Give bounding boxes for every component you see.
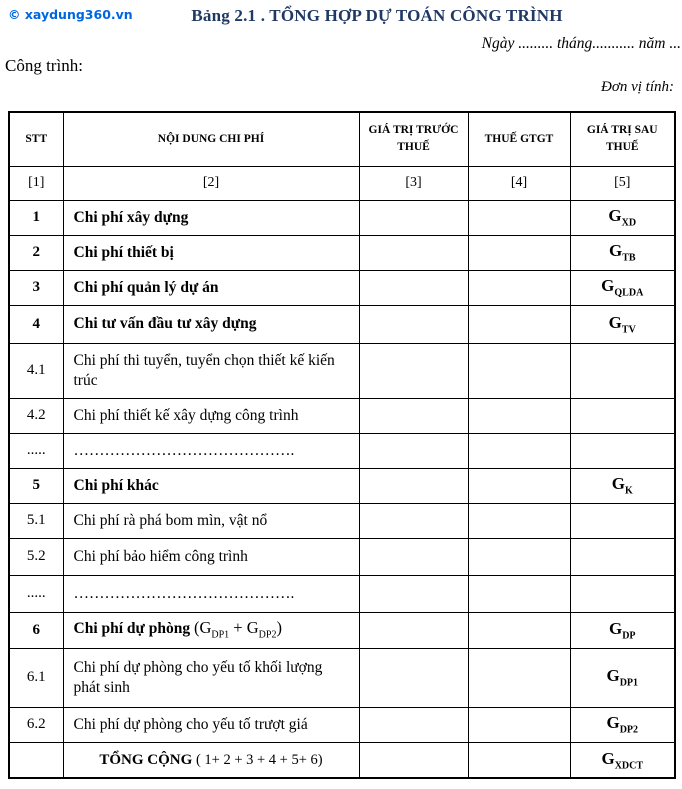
- header-value-before-tax: GIÁ TRỊ TRƯỚC THUẾ: [359, 112, 468, 166]
- table-row: [9, 468, 675, 503]
- value-after-tax-cell: $G_{TB}$: [570, 235, 675, 270]
- value-after-tax-cell: $G_{XDCT}$: [570, 742, 675, 778]
- value-after-tax-cell: $G_{DP}$: [570, 612, 675, 648]
- stt-cell: 4.1: [9, 343, 63, 398]
- value-after-tax-cell: $G_{XD}$: [570, 200, 675, 235]
- content-cell: Chi phí bảo hiểm công trình: [63, 538, 359, 575]
- value-before-tax-cell: [359, 538, 468, 575]
- table-header-row: [9, 112, 675, 166]
- header-stt: STT: [9, 112, 63, 166]
- value-before-tax-cell: [359, 707, 468, 742]
- content-cell: Chi phí thiết bị: [63, 235, 359, 270]
- vat-cell: [468, 575, 570, 612]
- value-before-tax-cell: [359, 200, 468, 235]
- vat-cell: [468, 305, 570, 343]
- table-row: [9, 648, 675, 707]
- value-after-tax-cell: [570, 343, 675, 398]
- vat-cell: [468, 707, 570, 742]
- document-header: [0, 0, 682, 24]
- content-cell: Chi phí xây dựng: [63, 200, 359, 235]
- vat-cell: [468, 398, 570, 433]
- stt-cell: 5: [9, 468, 63, 503]
- value-after-tax-cell: [570, 398, 675, 433]
- stt-cell: 3: [9, 270, 63, 305]
- table-row: [9, 305, 675, 343]
- vat-cell: [468, 612, 570, 648]
- vat-cell: [468, 235, 570, 270]
- stt-cell: 2: [9, 235, 63, 270]
- header-vat: THUẾ GTGT: [468, 112, 570, 166]
- value-before-tax-cell: [359, 343, 468, 398]
- value-before-tax-cell: [359, 398, 468, 433]
- value-before-tax-cell: [359, 612, 468, 648]
- watermark-logo: © xaydung360.vn: [8, 7, 133, 22]
- content-cell: Chi phí quản lý dự án: [63, 270, 359, 305]
- stt-cell: 5.1: [9, 503, 63, 538]
- content-cell: …………………………………….: [63, 575, 359, 612]
- stt-cell: .....: [9, 433, 63, 468]
- table-row: [9, 612, 675, 648]
- unit-label: Đơn vị tính:: [601, 79, 674, 95]
- vat-cell: [468, 270, 570, 305]
- cost-summary-table: [8, 111, 676, 779]
- stt-cell: 4: [9, 305, 63, 343]
- value-before-tax-cell: [359, 270, 468, 305]
- stt-cell: 5.2: [9, 538, 63, 575]
- vat-cell: [468, 343, 570, 398]
- project-label: Công trình:: [5, 56, 83, 75]
- value-after-tax-cell: $G_{DP2}$: [570, 707, 675, 742]
- table-row: [9, 575, 675, 612]
- stt-cell: .....: [9, 575, 63, 612]
- value-before-tax-cell: [359, 305, 468, 343]
- stt-cell: 6.1: [9, 648, 63, 707]
- value-after-tax-cell: [570, 575, 675, 612]
- table-row: [9, 503, 675, 538]
- value-before-tax-cell: [359, 648, 468, 707]
- table-row: [9, 433, 675, 468]
- value-after-tax-cell: [570, 433, 675, 468]
- vat-cell: [468, 503, 570, 538]
- content-cell: Chi phí dự phòng cho yếu tố khối lượng phát sinh: [63, 648, 359, 707]
- stt-cell: 6.2: [9, 707, 63, 742]
- content-cell: Chi phí thiết kế xây dựng công trình: [63, 398, 359, 433]
- value-before-tax-cell: [359, 235, 468, 270]
- vat-cell: [468, 200, 570, 235]
- value-after-tax-cell: [570, 503, 675, 538]
- stt-cell: 1: [9, 200, 63, 235]
- value-before-tax-cell: [359, 742, 468, 778]
- value-before-tax-cell: [359, 433, 468, 468]
- content-cell: …………………………………….: [63, 433, 359, 468]
- header-value-after-tax: GIÁ TRỊ SAU THUẾ: [570, 112, 675, 166]
- table-row: [9, 538, 675, 575]
- value-before-tax-cell: [359, 468, 468, 503]
- stt-cell: [9, 742, 63, 778]
- header-content: NỘI DUNG CHI PHÍ: [63, 112, 359, 166]
- content-cell: Chi phí thi tuyển, tuyển chọn thiết kế kiến trúc: [63, 343, 359, 398]
- vat-cell: [468, 538, 570, 575]
- vat-cell: [468, 468, 570, 503]
- content-cell: Chi phí dự phòng cho yếu tố trượt giá: [63, 707, 359, 742]
- vat-cell: [468, 648, 570, 707]
- value-after-tax-cell: $G_{DP1}$: [570, 648, 675, 707]
- content-cell: Chi phí rà phá bom mìn, vật nổ: [63, 503, 359, 538]
- value-before-tax-cell: [359, 503, 468, 538]
- value-after-tax-cell: $G_{QLDA}$: [570, 270, 675, 305]
- content-cell: Chi tư vấn đầu tư xây dựng: [63, 305, 359, 343]
- vat-cell: [468, 433, 570, 468]
- value-before-tax-cell: [359, 575, 468, 612]
- value-after-tax-cell: $G_{TV}$: [570, 305, 675, 343]
- stt-cell: 4.2: [9, 398, 63, 433]
- index-cell: [1]: [9, 166, 63, 200]
- table-row: [9, 343, 675, 398]
- table-row: [9, 707, 675, 742]
- total-label-cell: TỔNG CỘNG ( 1+ 2 + 3 + 4 + 5+ 6): [63, 742, 359, 778]
- table-row: [9, 270, 675, 305]
- content-cell: Chi phí dự phòng $(G_{DP1} + G_{DP2})$: [63, 612, 359, 648]
- table-row: [9, 235, 675, 270]
- page-title: Bảng 2.1 . TỔNG HỢP DỰ TOÁN CÔNG TRÌNH: [191, 6, 563, 25]
- value-after-tax-cell: $G_K$: [570, 468, 675, 503]
- index-cell: [3]: [359, 166, 468, 200]
- value-after-tax-cell: [570, 538, 675, 575]
- stt-cell: 6: [9, 612, 63, 648]
- index-cell: [5]: [570, 166, 675, 200]
- table-row: [9, 398, 675, 433]
- table-row: [9, 200, 675, 235]
- index-cell: [4]: [468, 166, 570, 200]
- date-line: Ngày ......... tháng........... năm ...: [481, 35, 681, 52]
- content-cell: Chi phí khác: [63, 468, 359, 503]
- vat-cell: [468, 742, 570, 778]
- column-index-row: [9, 166, 675, 200]
- table-total-row: [9, 742, 675, 778]
- index-cell: [2]: [63, 166, 359, 200]
